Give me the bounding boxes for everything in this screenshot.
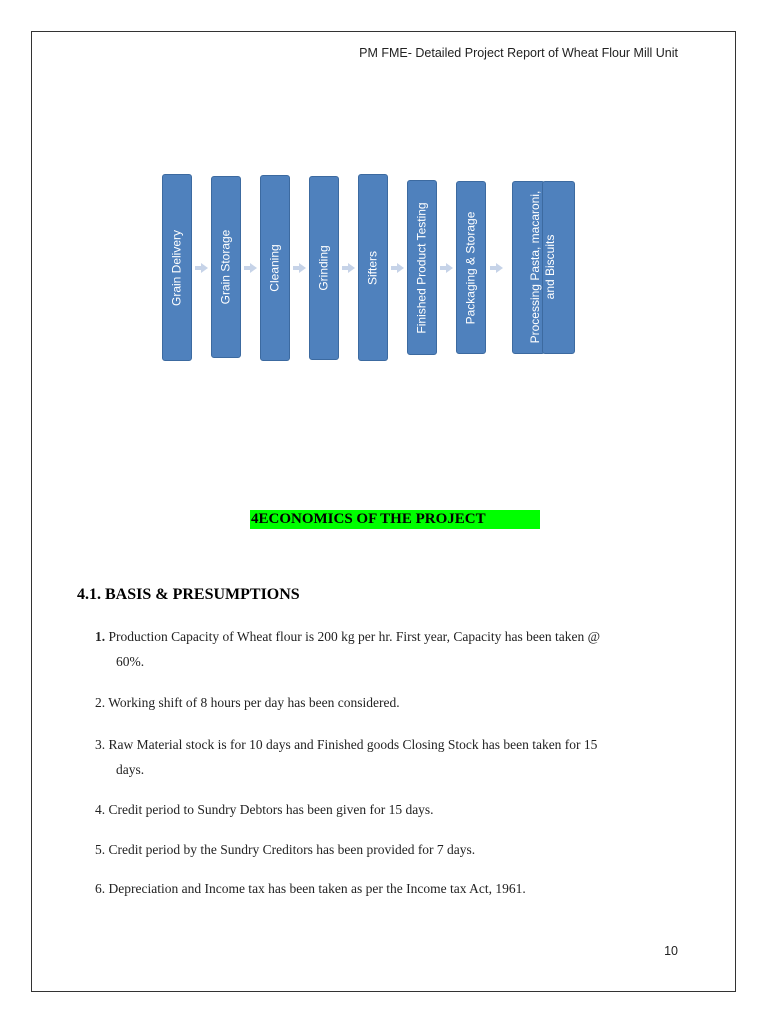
subsection-title: 4.1. BASIS & PRESUMPTIONS <box>77 586 300 603</box>
presumption-item-3 <box>95 732 680 782</box>
flow-arrow-icon <box>446 263 453 273</box>
flow-step-label: Grain Delivery <box>169 229 184 306</box>
flow-step-finished-product-testing <box>407 180 437 355</box>
flow-step-grain-storage <box>211 176 241 358</box>
flow-arrow-icon <box>201 263 208 273</box>
flow-step-label-processing <box>528 187 558 347</box>
flow-step-sifters <box>358 174 388 361</box>
section-title: 4ECONOMICS OF THE PROJECT <box>250 510 540 529</box>
item-text: Raw Material stock is for 10 days and Finished goods Closing Stock has been taken for 15 <box>108 737 598 752</box>
presumption-item-1 <box>95 624 680 674</box>
flow-arrow-icon <box>496 263 503 273</box>
presumption-item-4 <box>95 797 680 822</box>
item-text: Working shift of 8 hours per day has been considered. <box>108 695 400 710</box>
item-text: Depreciation and Income tax has been taken as per the Income tax Act, 1961. <box>108 881 526 896</box>
flow-step-label: Grain Storage <box>218 229 233 305</box>
item-number: 4. <box>95 802 106 817</box>
item-number: 6. <box>95 881 106 896</box>
flow-step-grain-delivery <box>162 174 192 361</box>
flow-step-label-line2: and Biscuits <box>543 234 557 300</box>
item-number: 2. <box>95 695 106 710</box>
item-number: 3. <box>95 737 106 752</box>
flow-step-label: Packaging & Storage <box>463 211 478 324</box>
page-number: 10 <box>664 944 678 958</box>
item-number: 5. <box>95 842 106 857</box>
presumption-item-2 <box>95 690 680 715</box>
flow-arrow-icon <box>299 263 306 273</box>
item-continuation: days. <box>116 762 145 777</box>
flow-arrow-icon <box>348 263 355 273</box>
flow-arrow-icon <box>397 263 404 273</box>
flow-step-label: Cleaning <box>267 244 282 292</box>
flow-arrow-icon <box>250 263 257 273</box>
item-number: 1. <box>95 629 106 644</box>
flow-step-label: Sifters <box>365 250 380 285</box>
process-flowchart <box>0 0 768 400</box>
presumption-item-6 <box>95 876 680 901</box>
item-text: Production Capacity of Wheat flour is 200 kg per hr. First year, Capacity has been taken @ <box>108 629 601 644</box>
item-continuation: 60%. <box>116 654 145 669</box>
flow-step-label: Grinding <box>316 245 331 291</box>
item-text: Credit period to Sundry Debtors has been given for 15 days. <box>108 802 434 817</box>
flow-step-grinding <box>309 176 339 360</box>
presumption-item-5 <box>95 837 680 862</box>
flow-step-label: Finished Product Testing <box>414 201 429 334</box>
flow-step-packaging-storage <box>456 181 486 354</box>
flow-step-cleaning <box>260 175 290 361</box>
item-text: Credit period by the Sundry Creditors has been provided for 7 days. <box>108 842 476 857</box>
flow-step-label-line1: Processing Pasta, macaroni, <box>528 190 542 344</box>
running-header: PM FME- Detailed Project Report of Wheat Flour Mill Unit <box>359 46 678 60</box>
